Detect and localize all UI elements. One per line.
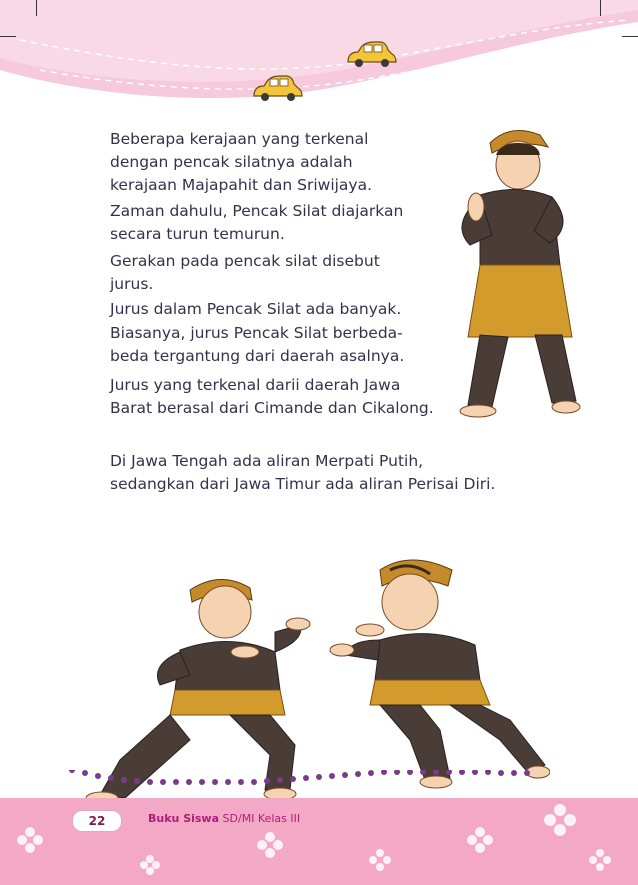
crop-mark [0,36,16,37]
paragraph-history: Zaman dahulu, Pencak Silat diajarkan secara turun temurun. [110,202,404,243]
footer-book-label [148,812,300,825]
header-decoration [0,0,638,120]
crop-mark [36,0,37,16]
silat-boy-standing-illustration [440,125,590,425]
crop-mark [600,0,601,16]
page-number: 22 [72,810,122,832]
paragraph-jurus-many: Jurus dalam Pencak Silat ada banyak. [110,300,402,318]
paragraph-jurus-definition: Gerakan pada pencak silat disebut jurus. [110,252,380,293]
crop-mark [622,36,638,37]
paragraph-kingdoms: Beberapa kerajaan yang terkenal dengan pencak silatnya adalah kerajaan Majapahit dan Sriwijaya. [110,130,373,194]
footer-book-title: Buku Siswa [148,812,220,825]
paragraph-west-java: Jurus yang terkenal darii daerah Jawa Barat berasal dari Cimande dan Cikalong. [110,376,434,417]
paragraph-central-east-java: Di Jawa Tengah ada aliran Merpati Putih, sedangkan dari Jawa Timur ada aliran Perisai Diri. [110,452,496,493]
footer-book-subtitle: SD/MI Kelas III [222,812,301,825]
paragraph-jurus-regions: Biasanya, jurus Pencak Silat berbeda-beda tergantung dari daerah asalnya. [110,324,405,365]
